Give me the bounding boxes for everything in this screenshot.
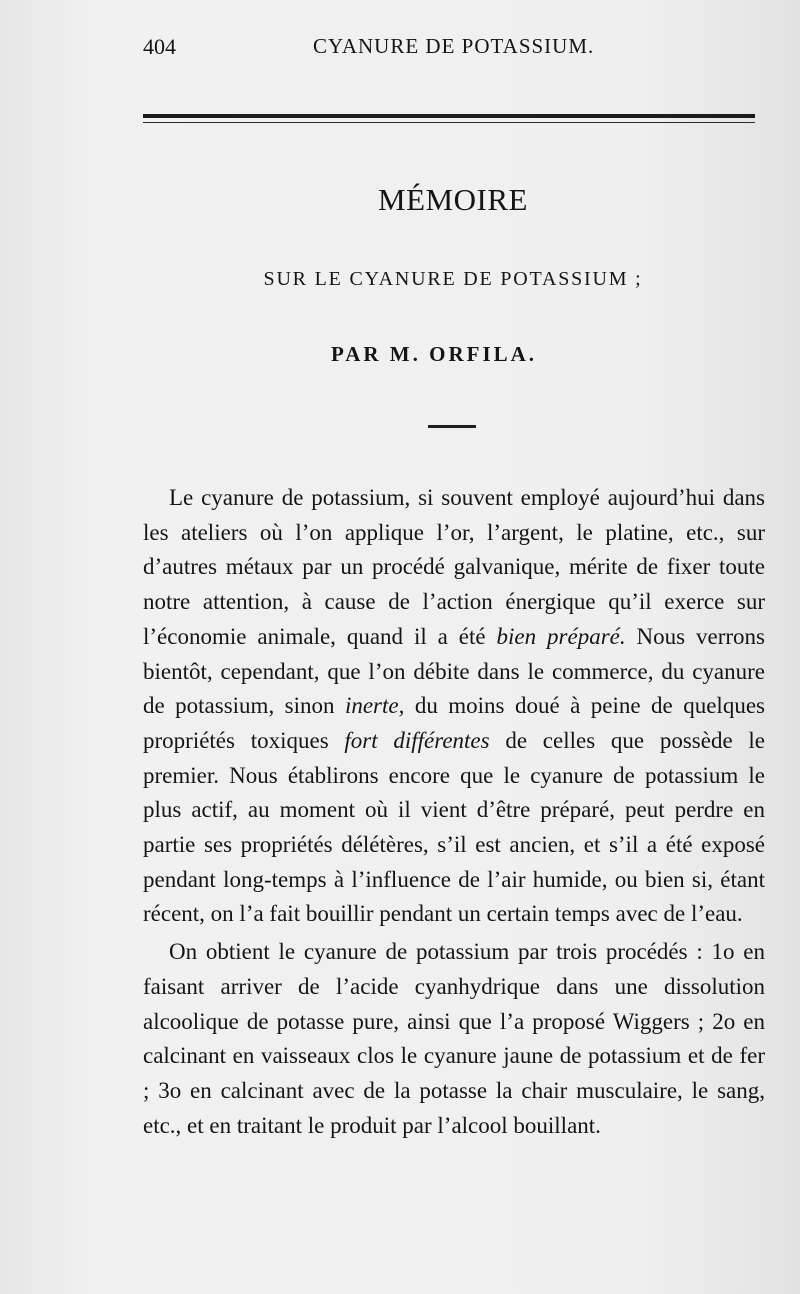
paragraph-1-text-c: du moins doué à peine de quelques propriétés toxiques: [143, 693, 765, 753]
body-text: [143, 481, 765, 1143]
header-rule-thick: [143, 114, 755, 118]
paragraph-1-text-b: Nous verrons bientôt, cependant, que l’on débite dans le commerce, du cyanure de potassium, sinon: [143, 623, 765, 719]
memoir-subtitle: SUR LE CYANURE DE POTASSIUM ;: [263, 268, 643, 290]
paragraph-1-italic-b: inerte,: [344, 693, 405, 719]
paragraph-1-text-d: de celles que possède le premier. Nous établirons encore que le cyanure de potassium le plus actif, au moment où il vient d’être préparé, peut perdre en partie ses propriétés délétères, s’il est ancien, et s’il a été exposé pendant long-temps à l’influence de l’air humide, ou bien si, étant récent, on l’a fait bouillir pendant un certain temps avec de l’eau.: [143, 727, 766, 927]
paragraph-1-text-a: Le cyanure de potassium, si souvent employé aujourd’hui dans les ateliers où l’on applique l’or, l’argent, le platine, etc., sur d’autres métaux par un procédé galvanique, mérite de fixer toute notre attention, à cause de l’action énergique qu’il exerce sur l’économie animale, quand il a été: [143, 485, 765, 649]
paragraph-1-italic-c: fort différentes: [344, 727, 490, 753]
title-separator: [428, 425, 476, 428]
page-number: 404: [143, 34, 176, 59]
running-head: CYANURE DE POTASSIUM.: [313, 34, 595, 58]
header-rule-thin: [143, 122, 755, 123]
paragraph-1-italic-a: bien préparé.: [496, 623, 626, 649]
memoir-title: MÉMOIRE: [378, 182, 528, 217]
paragraph-2: On obtient le cyanure de potassium par trois procédés : 1o en faisant arriver de l’acide cyanhydrique dans une dissolution alcoolique de potasse pure, ainsi que l’a proposé Wiggers ; 2o en calcinant en vaisseaux clos le cyanure jaune de potassium et de fer ; 3o en calcinant avec de la potasse la chair musculaire, le sang, etc., et en traitant le produit par l’alcool bouillant.: [143, 939, 765, 1138]
paragraph-1: [143, 481, 765, 932]
memoir-author: PAR M. ORFILA.: [330, 342, 538, 366]
